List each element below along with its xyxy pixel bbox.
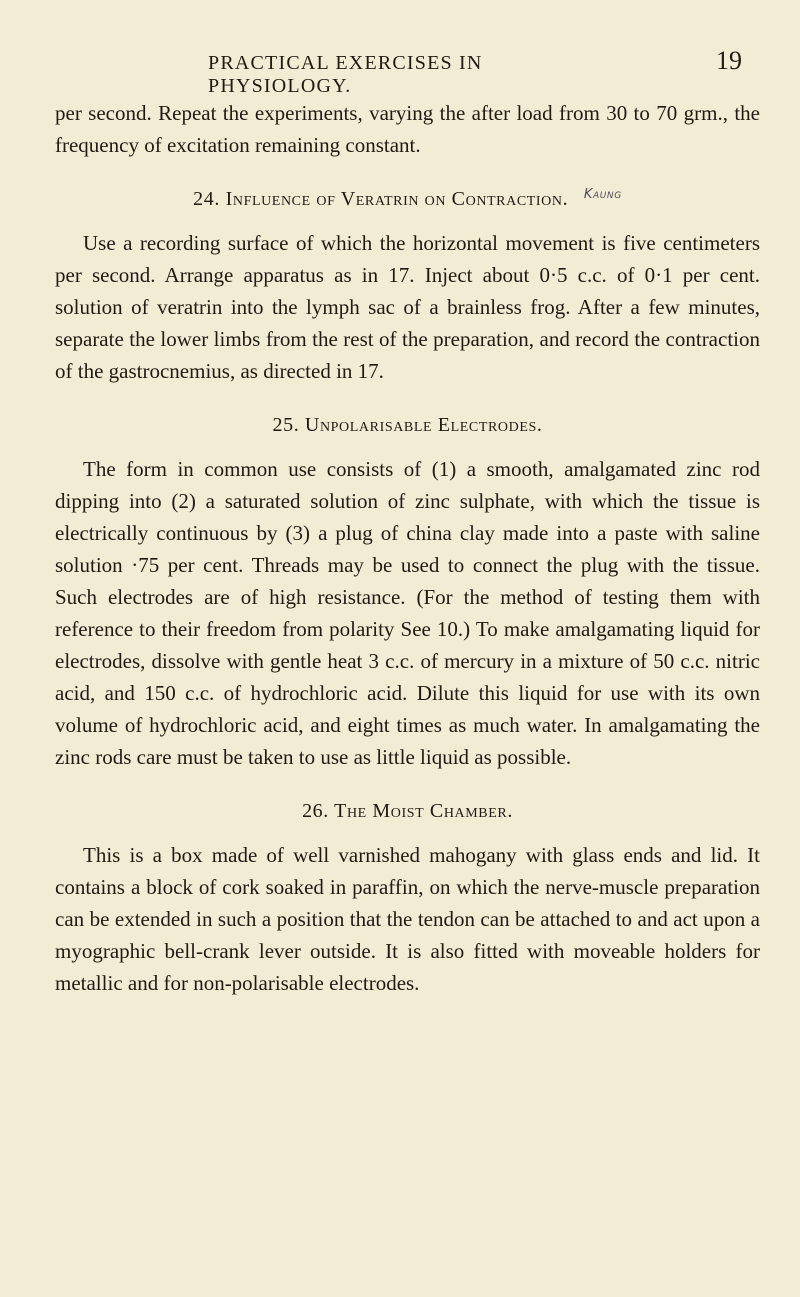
page-number: 19	[716, 46, 742, 75]
section-paragraph-26: This is a box made of well varnished mahogany with glass ends and lid. It contains a block of cork soaked in paraffin, on which the nerve-muscle preparation can be extended in such a position that the tendon can be attached to and act upon a myographic bell-crank lever outside. It is also fitted with moveable holders for metallic and for non-polarisable electrodes.	[55, 843, 760, 995]
section-number: 26.	[302, 800, 329, 822]
section-paragraph-24: Use a recording surface of which the horizontal movement is five centimeters per second. Arrange apparatus as in 17. Inject about 0·5 c.c. of 0·1 per cent. solution of veratrin into the lymph sac of a brainless frog. After a few minutes, separate the lower limbs from the rest of the preparation, and record the contraction of the gastrocnemius, as directed in 17.	[55, 231, 760, 383]
section-title: Unpolarisable Electrodes.	[304, 414, 543, 436]
section-heading-25	[55, 409, 760, 441]
continuation-paragraph: per second. Repeat the experiments, varying the after load from 30 to 70 grm., the frequency of excitation remaining constant.	[55, 101, 760, 157]
running-title: PRACTICAL EXERCISES IN PHYSIOLOGY.	[208, 52, 483, 97]
section-heading-24	[55, 183, 760, 215]
section-number: 24.	[193, 188, 220, 210]
section-heading-26	[55, 795, 760, 827]
section-paragraph-25: The form in common use consists of (1) a smooth, amalgamated zinc rod dipping into (2) a saturated solution of zinc sulphate, with which the tissue is electrically continuous by (3) a plug of china clay made into a paste with saline solution ·75 per cent. Threads may be used to connect the plug with the tissue. Such electrodes are of high resistance. (For the method of testing them with reference to their freedom from polarity See 10.) To make amalgamating liquid for electrodes, dissolve with gentle heat 3 c.c. of mercury in a mixture of 50 c.c. nitric acid, and 150 c.c. of hydrochloric acid. Dilute this liquid for use with its own volume of hydrochloric acid, and eight times as much water. In amalgamating the zinc rods care must be taken to use as little liquid as possible.	[55, 457, 760, 769]
section-title: Influence of Veratrin on Contraction.	[225, 188, 569, 210]
handwritten-annotation: Kaung	[583, 187, 622, 202]
page-body	[55, 97, 760, 999]
section-title: The Moist Chamber.	[334, 800, 513, 822]
section-number: 25.	[272, 414, 300, 436]
